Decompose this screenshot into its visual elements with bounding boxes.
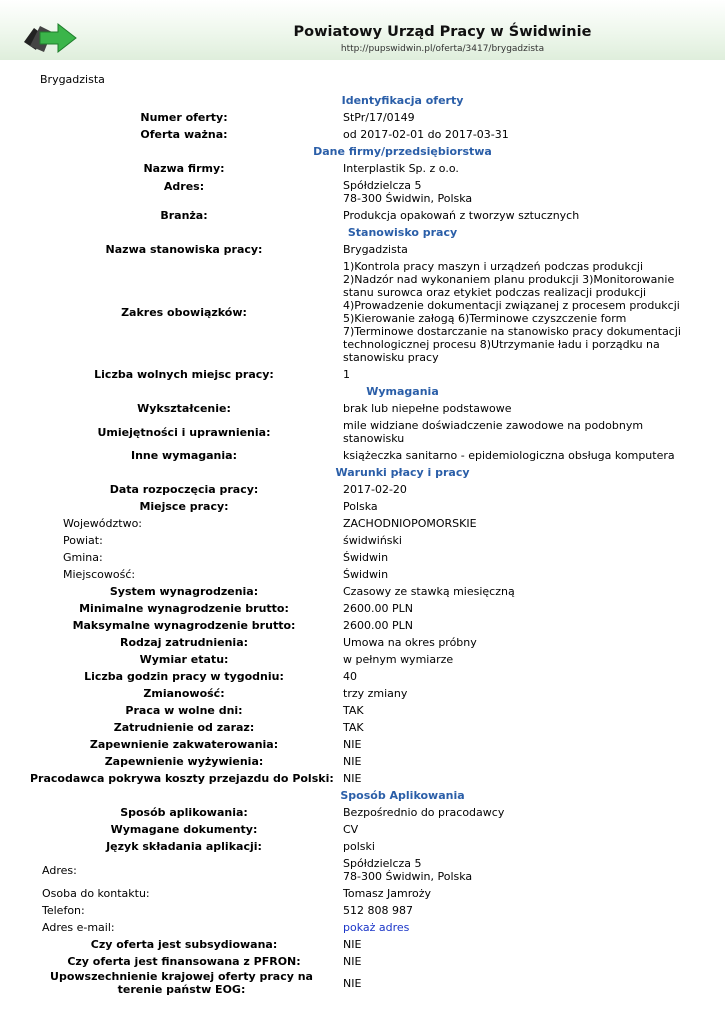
section-aplikowanie: Sposób Aplikowania (340, 789, 465, 802)
value: w pełnym wymiarze (343, 653, 454, 666)
row-umiejetnosci (0, 417, 725, 447)
row-max-wyn (0, 617, 725, 634)
label: Sposób aplikowania: (120, 806, 248, 819)
label: Data rozpoczęcia pracy: (109, 483, 259, 496)
label: Województwo: (63, 517, 143, 530)
value: Tomasz Jamroży (343, 887, 432, 900)
value: 1 (343, 368, 350, 381)
row-email (0, 919, 725, 936)
label: Gmina: (63, 551, 103, 564)
row-wyzywienie (0, 753, 725, 770)
label: Wymagane dokumenty: (110, 823, 258, 836)
row-inne (0, 447, 725, 464)
row-data-rozpoczecia (0, 481, 725, 498)
section-identyfikacja: Identyfikacja oferty (341, 94, 464, 107)
section-wymagania: Wymagania (366, 385, 439, 398)
section-stanowisko: Stanowisko pracy (347, 226, 458, 239)
value: brak lub niepełne podstawowe (343, 402, 512, 415)
value: Brygadzista (343, 243, 408, 256)
label: Język składania aplikacji: (106, 840, 262, 853)
value: Czasowy ze stawką miesięczną (343, 585, 515, 598)
value: NIE (343, 955, 362, 968)
row-nazwa-stanowiska (0, 241, 725, 258)
address-line2: 78-300 Świdwin, Polska (343, 870, 473, 883)
label: Miejscowość: (63, 568, 136, 581)
value: CV (343, 823, 359, 836)
label: Osoba do kontaktu: (42, 887, 150, 900)
label: Rodzaj zatrudnienia: (119, 636, 249, 649)
value: TAK (343, 721, 364, 734)
row-sposob (0, 804, 725, 821)
label: Minimalne wynagrodzenie brutto: (79, 602, 289, 615)
label: Wymiar etatu: (139, 653, 229, 666)
row-powiat (0, 532, 725, 549)
value: książeczka sanitarno - epidemiologiczna obsługa komputera (343, 449, 675, 462)
value: polski (343, 840, 375, 853)
row-telefon (0, 902, 725, 919)
value: Świdwin (343, 551, 389, 564)
offer-table (0, 92, 725, 996)
value: NIE (343, 738, 362, 751)
label: Oferta ważna: (140, 128, 228, 141)
value: Świdwin (343, 568, 389, 581)
row-wymiar (0, 651, 725, 668)
value: ZACHODNIOPOMORSKIE (343, 517, 477, 530)
label: Numer oferty: (140, 111, 228, 124)
row-nazwa-firmy (0, 160, 725, 177)
row-gmina (0, 549, 725, 566)
value: trzy zmiany (343, 687, 408, 700)
row-adres (0, 177, 725, 207)
row-system (0, 583, 725, 600)
label: Upowszechnienie krajowej oferty pracy na terenie państw EOG: (50, 970, 313, 996)
row-branza (0, 207, 725, 224)
row-osoba (0, 885, 725, 902)
row-rodzaj (0, 634, 725, 651)
row-pfron (0, 953, 725, 970)
value: Interplastik Sp. z o.o. (343, 162, 459, 175)
row-liczba-miejsc (0, 366, 725, 383)
show-email-link[interactable]: pokaż adres (343, 921, 410, 934)
row-wolne-dni (0, 702, 725, 719)
row-eog (0, 970, 725, 996)
value: NIE (343, 772, 362, 785)
row-wyksztalcenie (0, 400, 725, 417)
value: 512 808 987 (343, 904, 413, 917)
row-min-wyn (0, 600, 725, 617)
site-title[interactable]: Powiatowy Urząd Pracy w Świdwinie (293, 24, 592, 40)
label: Branża: (160, 209, 208, 222)
row-subsydiowana (0, 936, 725, 953)
label: Adres e-mail: (42, 921, 115, 934)
label: Zmianowość: (143, 687, 225, 700)
section-warunki: Warunki płacy i pracy (335, 466, 470, 479)
value: 40 (343, 670, 357, 683)
label: Inne wymagania: (131, 449, 237, 462)
section-firma: Dane firmy/przedsiębiorstwa (313, 145, 492, 158)
label: Miejsce pracy: (139, 500, 229, 513)
row-dokumenty (0, 821, 725, 838)
value: 1)Kontrola pracy maszyn i urządzeń podczas produkcji 2)Nadzór nad wykonaniem planu produkcji 3)Monitorowanie stanu surowca oraz etykiet podczas realizacji produkcji 4)Prowadzenie dokumentacji związanej z procesem produkcji 5)Kierowanie załogą 6)Terminowe czyszczenie form 7)Terminowe dostarczanie na stanowisko pracy dokumentacji technologicznej procesu 8)Utrzymanie ładu i porządku na stanowisku pracy (343, 260, 681, 364)
label: System wynagrodzenia: (109, 585, 259, 598)
row-jezyk (0, 838, 725, 855)
label: Nazwa stanowiska pracy: (105, 243, 263, 256)
label: Czy oferta jest finansowana z PFRON: (67, 955, 301, 968)
label: Adres: (42, 863, 77, 877)
value: NIE (343, 755, 362, 768)
label: Czy oferta jest subsydiowana: (90, 938, 278, 951)
label: Umiejętności i uprawnienia: (97, 425, 271, 439)
label: Zapewnienie wyżywienia: (104, 755, 264, 768)
value: 2600.00 PLN (343, 619, 413, 632)
label: Liczba godzin pracy w tygodniu: (84, 670, 284, 683)
row-miejsce (0, 498, 725, 515)
label: Zakres obowiązków: (121, 305, 247, 319)
value: 2017-02-20 (343, 483, 407, 496)
value: Bezpośrednio do pracodawcy (343, 806, 505, 819)
arrow-logo-icon[interactable] (22, 20, 78, 54)
row-godziny (0, 668, 725, 685)
value (343, 177, 683, 207)
value (343, 855, 683, 885)
address-line2: 78-300 Świdwin, Polska (343, 192, 473, 205)
value: Umowa na okres próbny (343, 636, 477, 649)
label: Pracodawca pokrywa koszty przejazdu do Polski: (30, 772, 334, 785)
row-miejscowosc (0, 566, 725, 583)
label: Liczba wolnych miejsc pracy: (94, 368, 274, 381)
label: Maksymalne wynagrodzenie brutto: (72, 619, 296, 632)
label: Zapewnienie zakwaterowania: (89, 738, 279, 751)
row-adres-kontakt (0, 855, 725, 885)
address-line1: Spółdzielcza 5 (343, 179, 422, 192)
value: Polska (343, 500, 378, 513)
value: Produkcja opakowań z tworzyw sztucznych (343, 209, 580, 222)
page-title: Brygadzista (40, 73, 105, 86)
value: StPr/17/0149 (343, 111, 415, 124)
row-zakres (0, 258, 725, 366)
row-numer (0, 109, 725, 126)
label: Adres: (163, 180, 205, 193)
label: Powiat: (63, 534, 103, 547)
row-zakwaterowanie (0, 736, 725, 753)
value: świdwiński (343, 534, 402, 547)
label: Zatrudnienie od zaraz: (113, 721, 255, 734)
row-dojazd (0, 770, 725, 787)
site-url[interactable]: http://pupswidwin.pl/oferta/3417/brygadzista (340, 44, 545, 54)
value: NIE (343, 976, 362, 990)
row-wazna (0, 126, 725, 143)
site-header (0, 0, 725, 60)
value: 2600.00 PLN (343, 602, 413, 615)
value: od 2017-02-01 do 2017-03-31 (343, 128, 509, 141)
value: TAK (343, 704, 364, 717)
label: Praca w wolne dni: (125, 704, 243, 717)
label: Wykształcenie: (137, 402, 231, 415)
label: Telefon: (42, 904, 85, 917)
value: NIE (343, 938, 362, 951)
row-wojewodztwo (0, 515, 725, 532)
row-od-zaraz (0, 719, 725, 736)
label: Nazwa firmy: (143, 162, 225, 175)
address-line1: Spółdzielcza 5 (343, 857, 422, 870)
value: mile widziane doświadczenie zawodowe na podobnym stanowisku (343, 419, 644, 445)
row-zmianowosc (0, 685, 725, 702)
